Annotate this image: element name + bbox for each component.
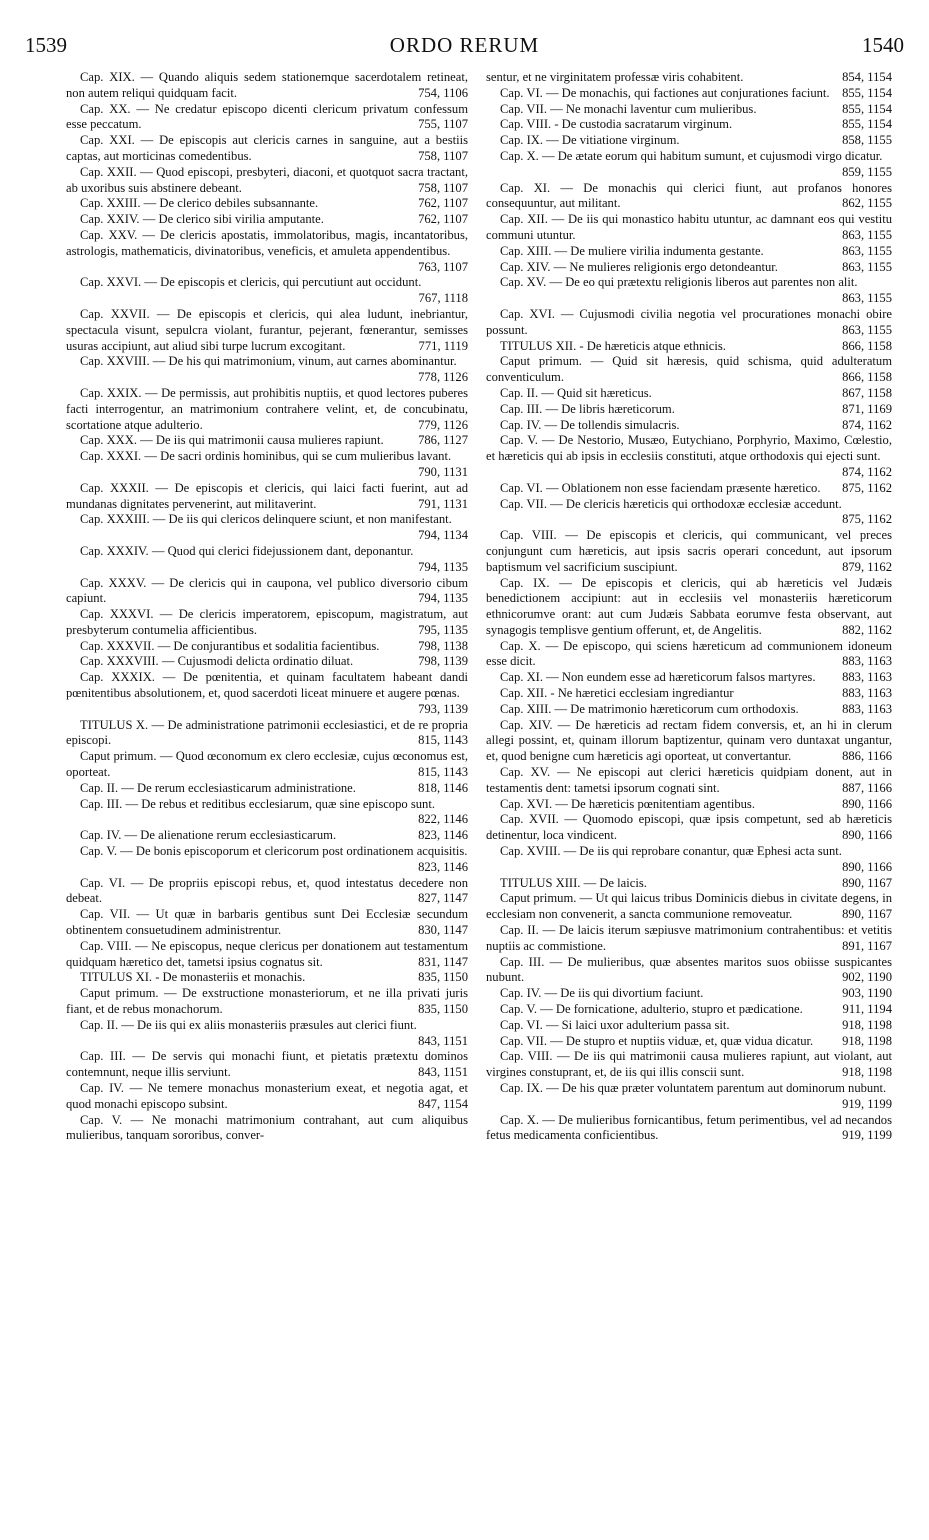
column-reference: 771, 1119 [418,338,468,353]
entry-text: TITULUS X. — De administratione patrimonii ecclesiastici, et de re propria episcopi. [66,717,468,748]
entry-text: Cap. XXXIII. — De iis qui clericos delinquere sciunt, et non manifestant. [80,512,452,527]
index-entry [66,970,468,986]
column-reference: 847, 1154 [418,1096,468,1111]
column-reference: 823, 1146 [418,859,468,874]
column-reference: 890, 1167 [842,907,892,922]
entry-text: Cap. XXIII. — De clerico debiles subsannante. [80,196,319,211]
entry-text: Cap. X. — De episcopo, qui sciens hæreticum ad communionem idoneum esse dicit. [486,638,892,669]
index-entry [66,275,468,307]
column-reference: 863, 1155 [842,259,892,274]
entry-text: Caput primum. — Quid sit hæresis, quid schisma, quid adulteratum conventiculum. [486,354,892,385]
column-reference: 882, 1162 [842,622,892,637]
column-reference: 778, 1126 [418,370,468,385]
index-entry [66,797,468,829]
entry-text: Cap. XI. — De monachis qui clerici fiunt, aut profanos honores consequuntur, aut militant. [486,180,892,211]
column-reference: 911, 1194 [842,1002,892,1017]
column-reference: 871, 1169 [842,401,892,416]
index-entry [486,386,892,402]
column-reference: 883, 1163 [842,670,892,685]
index-entry [486,1002,892,1018]
entry-text: TITULUS XIII. — De laicis. [500,875,647,890]
column-reference: 795, 1135 [418,622,468,637]
column-reference: 754, 1106 [418,85,468,100]
index-entry [66,386,468,433]
entry-text: Cap. XXX. — De iis qui matrimonii causa mulieres rapiunt. [80,433,384,448]
index-entry [486,639,892,671]
entry-text: Cap. XXV. — De clericis apostatis, immolatoribus, magis, incantatoribus, astrologis, mathematicis, divinatoribus, veneficis, et amuleta appendentibus. [66,227,468,258]
index-entry [486,402,892,418]
entry-text: Cap. XXXII. — De episcopis et clericis, qui laici facti fuerint, aut ad mundanas dignitates pervenerint, aut militaverint. [66,480,468,511]
entry-text: Cap. VII. — Ut quæ in barbaris gentibus sunt Dei Ecclesiæ secundum obtinentem consuetudinem administrentur. [66,907,468,938]
entry-text: Cap. XXXVIII. — Cujusmodi delicta ordinatio diluat. [80,654,354,669]
index-entry [486,797,892,813]
index-entry [486,955,892,987]
entry-text: Cap. V. — De bonis episcoporum et clericorum post ordinationem acquisitis. [80,844,468,859]
column-reference: 858, 1155 [842,133,892,148]
index-entry [486,718,892,765]
entry-text: Cap. XXII. — Quod episcopi, presbyteri, diaconi, et quotquot sacra tractant, ab uxoribus suis abstinere debeant. [66,164,468,195]
column-reference: 855, 1154 [842,117,892,132]
entry-text: Cap. XVI. — Cujusmodi civilia negotia vel procurationes monachi obire possunt. [486,306,892,337]
entry-text: Cap. XX. — Ne credatur episcopo dicenti clericum privatum confessum esse peccatum. [66,101,468,132]
column-reference: 855, 1154 [842,101,892,116]
index-entry [66,654,468,670]
index-entry [66,718,468,750]
index-entry [66,449,468,481]
index-entry [486,70,892,86]
entry-text: sentur, et ne virginitatem professæ viris cohabitent. [486,70,744,84]
column-reference: 883, 1163 [842,654,892,669]
entry-text: Cap. XXXVI. — De clericis imperatorem, episcopum, magistratum, aut presbyterum contumelia afficientibus. [66,607,468,637]
column-reference: 835, 1150 [418,1002,468,1017]
index-entry [486,844,892,876]
entry-text: Caput primum. — Quod œconomum ex clero ecclesiæ, cujus œconomus est, oporteat. [66,749,468,780]
entry-text: Cap. XVII. — Quomodo episcopi, quæ ipsis competunt, sed ab hæreticis detinentur, loca vindicent. [486,812,892,843]
column-reference: 863, 1155 [842,227,892,242]
entry-text: Caput primum. — Ut qui laicus tribus Dominicis diebus in civitate degens, in ecclesiam non convenerit, a sancta communione removeatur. [486,891,892,922]
column-reference: 890, 1166 [842,796,892,811]
entry-text: Cap. XV. — De eo qui prætextu religionis liberos aut parentes non alit. [500,275,858,290]
index-entry [486,702,892,718]
index-entry [66,907,468,939]
running-title: ORDO RERUM [389,33,540,57]
index-entry [66,544,468,576]
index-entry [486,891,892,923]
column-reference: 918, 1198 [842,1065,892,1080]
entry-text: Cap. XIV. — Ne mulieres religionis ergo detondeantur. [500,259,778,274]
entry-text: Cap. II. — De iis qui ex aliis monasteriis præsules aut clerici fiunt. [80,1017,417,1032]
index-entry [486,1049,892,1081]
entry-text: Cap. XXVII. — De episcopis et clericis, qui alea ludunt, inebriantur, spectacula visunt, sepulcra violant, furantur, pejerant, fœnerantur, semisses usuras accipiunt, aut aliud sibi turpe lucrum excogitant. [66,306,468,353]
entry-text: Cap. II. — Quid sit hæreticus. [500,385,652,400]
index-entry [66,576,468,608]
entry-text: Cap. XI. — Non eundem esse ad hæreticorum falsos martyres. [500,670,816,685]
column-reference: 902, 1190 [842,970,892,985]
column-reference: 890, 1166 [842,828,892,843]
right-column [486,70,892,1528]
entry-text: Cap. IX. — De his quæ præter voluntatem parentum aut dominorum nubunt. [500,1081,887,1095]
entry-text: Cap. IV. — De tollendis simulacris. [500,417,680,432]
index-entry [66,639,468,655]
entry-text: Cap. XXVIII. — De his qui matrimonium, vinum, aut carnes abominantur. [80,354,457,369]
entry-text: Cap. XXXV. — De clericis qui in caupona, vel publico diversorio cibum capiunt. [66,575,468,606]
column-reference: 874, 1162 [842,464,892,479]
entry-text: Cap. XV. — Ne episcopi aut clerici hæreticis quidpiam donent, aut in testamentis dent: tametsi ipsorum cognati sint. [486,765,892,795]
column-reference: 867, 1158 [842,385,892,400]
index-entry [486,275,892,307]
entry-text: Cap. VIII. — De iis qui matrimonii causa mulieres rapiunt, aut violant, aut virgines constuprant, et, de iis qui illis conscii sunt. [486,1049,892,1080]
column-reference: 755, 1107 [418,117,468,132]
entry-text: Cap. III. — De mulieribus, quæ absentes maritos suos obiisse suspicantes nubunt. [486,954,892,985]
entry-text: Cap. X. — De mulieribus fornicantibus, fetum perimentibus, vel ad necandos fetus medicamenta conficientibus. [486,1112,892,1143]
entry-text: Cap. XXI. — De episcopis aut clericis carnes in sanguine, aut a bestiis captas, aut morticinas comedentibus. [66,133,468,163]
entry-text: Cap. XIII. — De matrimonio hæreticorum cum orthodoxis. [500,701,799,716]
entry-text: Cap. XXXIV. — Quod qui clerici fidejussionem dant, deponantur. [80,543,414,558]
index-entry [66,844,468,876]
column-reference: 763, 1107 [418,259,468,274]
page-number-left: 1539 [25,33,67,57]
index-entry [66,512,468,544]
column-reference: 863, 1155 [842,322,892,337]
column-reference: 818, 1146 [418,780,468,795]
entry-text: Cap. VI. — De monachis, qui factiones aut conjurationes faciunt. [500,85,830,100]
index-entry [486,418,892,434]
column-reference: 762, 1107 [418,196,468,211]
entry-text: Cap. XXXIX. — De pœnitentia, et quinam facultatem habeant dandi pœnitentibus absolutionem, et, quod sacerdoti liceat minuere et augere pœnas. [66,670,468,701]
column-reference: 918, 1198 [842,1017,892,1032]
column-reference: 863, 1155 [842,243,892,258]
index-entry [486,986,892,1002]
index-entry [486,212,892,244]
index-entry [66,481,468,513]
column-reference: 798, 1139 [418,654,468,669]
index-entry [66,433,468,449]
column-reference: 779, 1126 [418,417,468,432]
entry-text: Cap. VII. — De stupro et nuptiis viduæ, et, quæ vidua dicatur. [500,1033,814,1048]
index-entry [66,133,468,165]
entry-text: Cap. V. — De fornicatione, adulterio, stupro et pædicatione. [500,1002,803,1017]
column-reference: 862, 1155 [842,196,892,211]
index-entry [486,765,892,797]
index-entry [66,102,468,134]
index-entry [486,812,892,844]
index-entry [486,181,892,213]
column-reference: 919, 1199 [842,1128,892,1143]
column-reference: 762, 1107 [418,212,468,227]
entry-text: Cap. V. — Ne monachi matrimonium contrahant, aut cum aliquibus mulieribus, tanquam sororibus, conver- [66,1112,468,1143]
column-reference: 758, 1107 [418,180,468,195]
column-reference: 890, 1167 [842,875,892,890]
column-reference: 758, 1107 [418,148,468,163]
column-reference: 790, 1131 [418,464,468,479]
entry-text: Cap. VIII. — Ne episcopus, neque clericus per donationem aut testamentum quidquam hæretico det, tametsi ipsius cognatus sit. [66,938,468,969]
entry-text: Cap. XXXI. — De sacri ordinis hominibus, qui se cum mulieribus lavant. [80,449,452,464]
index-entry [486,1113,892,1145]
column-reference: 883, 1163 [842,686,892,701]
index-entry [486,1018,892,1034]
entry-text: Cap. IX. — De vitiatione virginum. [500,133,680,148]
column-reference: 843, 1151 [418,1065,468,1080]
index-entry [486,354,892,386]
entry-text: Cap. XII. - Ne hæretici ecclesiam ingrediantur [500,686,734,701]
index-entry [66,228,468,275]
index-entry [66,828,468,844]
index-entry [66,1018,468,1050]
entry-text: Cap. VI. — Si laici uxor adulterium passa sit. [500,1017,730,1032]
index-entry [486,497,892,529]
left-column [66,70,468,1528]
entry-text: Cap. XIX. — Quando aliquis sedem stationemque sacerdotalem retineat, non autem reliqui quidquam facit. [66,70,468,100]
column-reference: 794, 1135 [418,591,468,606]
column-reference: 863, 1155 [842,291,892,306]
index-entry [486,528,892,575]
page-number-right: 1540 [862,33,904,57]
column-reference: 822, 1146 [418,812,468,827]
entry-text: TITULUS XII. - De hæreticis atque ethnicis. [500,338,726,353]
entry-text: Cap. XXIX. — De permissis, aut prohibitis nuptiis, et quod lectores puberes facti interrogentur, an matrimonium contrahere velint, et, de concubinatu, scortatione atque adulterio. [66,385,468,432]
entry-text: Cap. II. — De rerum ecclesiasticarum administratione. [80,780,356,795]
index-entry [486,149,892,181]
entry-text: Cap. XVI. — De hæreticis pœnitentiam agentibus. [500,796,755,811]
index-entry [66,212,468,228]
index-entry [66,70,468,102]
index-entry [66,1049,468,1081]
column-reference: 793, 1139 [418,701,468,716]
column-reference: 890, 1166 [842,859,892,874]
entry-text: Cap. VIII. — De episcopis et clericis, qui communicant, vel preces conjungunt cum hæreticis, aut ipsis sacris operari concedunt, aut ipsorum baptismum vel sacrificium suscipiunt. [486,528,892,574]
entry-text: Cap. IV. — De iis qui divortium faciunt. [500,986,704,1001]
index-entry [66,1081,468,1113]
index-entry [486,244,892,260]
index-entry [66,749,468,781]
index-entry [66,670,468,717]
column-reference: 918, 1198 [842,1033,892,1048]
entry-text: Cap. IV. — De alienatione rerum ecclesiasticarum. [80,828,337,843]
column-reference: 866, 1158 [842,370,892,385]
index-entry [486,923,892,955]
entry-text: Cap. XXXVII. — De conjurantibus et sodalitia facientibus. [80,638,380,653]
column-reference: 855, 1154 [842,85,892,100]
entry-text: Cap. VII. — De clericis hæreticis qui orthodoxæ ecclesiæ accedunt. [500,496,842,511]
index-entry [486,1034,892,1050]
entry-text: Cap. XXVI. — De episcopis et clericis, qui percutiunt aut occidunt. [80,275,422,290]
column-reference: 830, 1147 [418,923,468,938]
entry-text: Caput primum. — De exstructione monasteriorum, et ne illa privati juris fiant, et de rebus monachorum. [66,986,468,1017]
entry-text: Cap. XXIV. — De clerico sibi virilia amputante. [80,212,324,227]
column-reference: 903, 1190 [842,986,892,1001]
entry-text: Cap. V. — De Nestorio, Musæo, Eutychiano, Porphyrio, Maximo, Cœlestio, et hæreticis qui ab ipsis in ecclesiis constituti, atque orthodoxis qui ejecti sunt. [486,433,892,464]
column-reference: 879, 1162 [842,559,892,574]
entry-text: Cap. III. — De libris hæreticorum. [500,401,675,416]
column-reference: 866, 1158 [842,338,892,353]
column-reference: 919, 1199 [842,1096,892,1111]
column-reference: 794, 1134 [418,528,468,543]
entry-text: Cap. VII. — Ne monachi laventur cum mulieribus. [500,101,757,116]
column-reference: 859, 1155 [842,164,892,179]
column-reference: 835, 1150 [418,970,468,985]
column-reference: 815, 1143 [418,733,468,748]
column-reference: 794, 1135 [418,559,468,574]
column-reference: 874, 1162 [842,417,892,432]
index-entry [486,86,892,102]
entry-text: Cap. IX. — De episcopis et clericis, qui ab hæreticis vel Judæis benedictionem accipiunt: aut in ecclesiis vel monasteriis hæreticorum ethnicorumve orant: aut cum Judæis Sabbata eorumve festa observant, aut synagogis templisve gentium offerunt, et, de Angelitis. [486,575,892,637]
entry-text: Cap. X. — De ætate eorum qui habitum sumunt, et cujusmodi virgo dicatur. [500,148,883,163]
column-reference: 843, 1151 [418,1033,468,1048]
column-reference: 875, 1162 [842,512,892,527]
index-entry [66,354,468,386]
index-entry [66,876,468,908]
entry-text: TITULUS XI. - De monasteriis et monachis. [80,970,306,985]
entry-text: Cap. XIV. — De hæreticis ad rectam fidem conversis, et, an hi in clerum allegi possint, et, quinam illorum baptizentur, quinam vero duntaxat ungantur, et, quod benigne cum hæreticis agi oporteat, ut convertantur. [486,717,892,764]
column-reference: 823, 1146 [418,828,468,843]
index-entry [486,307,892,339]
column-reference: 767, 1118 [418,291,468,306]
column-reference: 791, 1131 [418,496,468,511]
column-reference: 875, 1162 [842,480,892,495]
index-entry [66,986,468,1018]
entry-text: Cap. VI. — De propriis episcopi rebus, et, quod intestatus decedere non debeat. [66,875,468,906]
index-entry [66,196,468,212]
index-entry [486,339,892,355]
column-reference: 891, 1167 [842,938,892,953]
entry-text: Cap. XIII. — De muliere virilia indumenta gestante. [500,243,764,258]
entry-text: Cap. XII. — De iis qui monastico habitu utuntur, ac damnant eos qui vestitu communi utuntur. [486,212,892,242]
entry-text: Cap. II. — De laicis iterum sæpiusve matrimonium contrahentibus: et vetitis nuptiis ac commistione. [486,923,892,953]
entry-text: Cap. III. — De servis qui monachi fiunt, et pietatis prætextu dominos contemnunt, neque illis serviunt. [66,1049,468,1080]
index-entry [486,576,892,639]
index-entry [486,102,892,118]
index-entry [486,876,892,892]
entry-text: Cap. III. — De rebus et reditibus ecclesiarum, quæ sine episcopo sunt. [80,796,435,811]
entry-text: Cap. VIII. - De custodia sacratarum virginum. [500,117,733,132]
entry-text: Cap. VI. — Oblationem non esse faciendam præsente hæretico. [500,480,821,495]
index-entry [66,1113,468,1145]
index-entry [66,607,468,639]
index-entry [486,433,892,480]
column-reference: 883, 1163 [842,701,892,716]
column-reference: 786, 1127 [418,433,468,448]
column-reference: 887, 1166 [842,780,892,795]
column-reference: 886, 1166 [842,749,892,764]
entry-text: Cap. IV. — Ne temere monachus monasterium exeat, et negotia agat, et quod monachi episcopo subsint. [66,1081,468,1111]
index-entry [66,165,468,197]
index-entry [486,117,892,133]
entry-text: Cap. XVIII. — De iis qui reprobare conantur, quæ Ephesi acta sunt. [500,844,842,859]
index-entry [486,686,892,702]
column-reference: 815, 1143 [418,765,468,780]
index-entry [486,670,892,686]
column-reference: 827, 1147 [418,891,468,906]
index-entry [486,481,892,497]
column-reference: 798, 1138 [418,638,468,653]
index-entry [66,939,468,971]
index-entry [66,781,468,797]
index-entry [486,260,892,276]
column-reference: 854, 1154 [842,70,892,84]
column-reference: 831, 1147 [418,954,468,969]
index-entry [66,307,468,354]
index-entry [486,1081,892,1113]
index-entry [486,133,892,149]
